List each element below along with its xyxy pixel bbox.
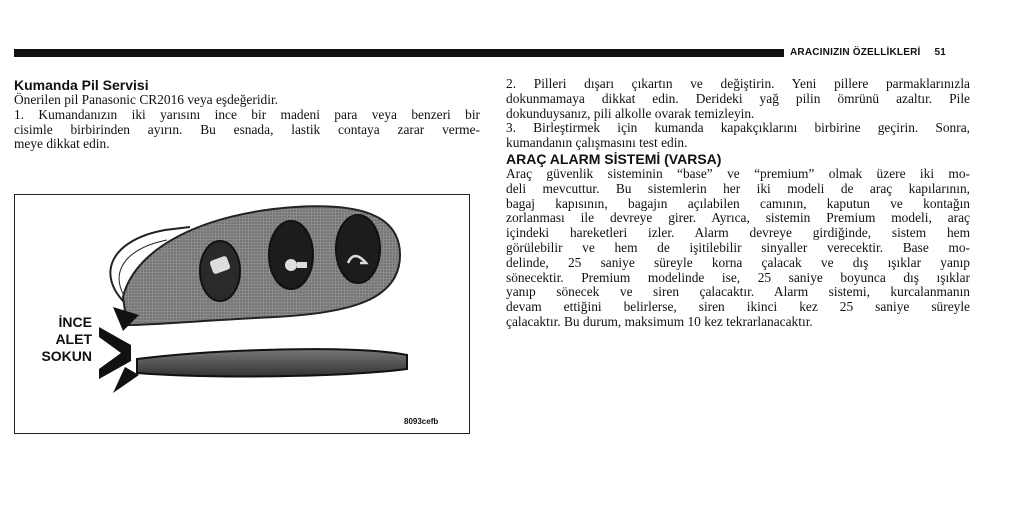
right-column xyxy=(506,77,970,330)
text-line: meye dikkat edin. xyxy=(14,136,110,152)
section-title: ARACINIZIN ÖZELLİKLERİ xyxy=(790,47,921,58)
insert-arrow-icon xyxy=(113,367,139,393)
text-line: 2. Pilleri dışarı çıkartın ve değiştirin. Yeni pillere parmaklarınızla xyxy=(506,76,970,91)
text-line: çalacaktır. Bu durum, maksimum 10 kez tekrarlanacaktır. xyxy=(506,313,813,329)
text-line: devam ettiğini belirlerse, siren ikinci kez 25 saniye süreyle xyxy=(506,299,970,315)
figure-label xyxy=(22,314,92,365)
text-line: 1. Kumandanızın iki yarısını ince bir madeni para veya benzeri bir xyxy=(14,106,480,122)
remote-bottom-half xyxy=(137,349,407,376)
lock-button-icon xyxy=(269,221,313,289)
trunk-button-icon xyxy=(336,215,380,283)
battery-paragraph xyxy=(14,93,480,152)
text-line: deli mevcuttur. Bu sistemlerin her iki modeli de araç kapılarının, xyxy=(506,180,970,196)
text-line: Araç güvenlik sisteminin “base” ve “premium” olmak üzere iki mo- xyxy=(506,165,970,181)
figure-label-line: ALET xyxy=(55,331,92,347)
text-line: kumandanın çalışmasını test edin. xyxy=(506,135,688,151)
text-line: delinde, 25 saniye süreyle korna çalacak ve dış ışıklar yanıp xyxy=(506,254,970,270)
text-line: dokunmamaya dikkat edin. Derideki yağ pilin ömrünü azaltır. Pile xyxy=(506,90,970,106)
text-line: cisimle birbirinden ayırın. Bu esnada, lastik contaya zarar verme- xyxy=(14,121,480,137)
text-line: görülebilir ve hem de işitilebilir sinyaller verecektir. Base mo- xyxy=(506,239,970,255)
figure-code: 8093cefb xyxy=(404,417,439,426)
text-line: Önerilen pil Panasonic CR2016 veya eşdeğeridir. xyxy=(14,92,279,107)
text-line: zorlanması ile devreye girer. Ayrıca, sistemin Premium modeli, araç xyxy=(506,210,970,226)
figure-label-line: İNCE xyxy=(58,314,92,330)
text-line: yanıp sönecek ve siren çalacaktır. Alarm sistemi, kurcalanmanın xyxy=(506,284,970,300)
text-line: dokunduysanız, pili alkolle ovarak temizleyin. xyxy=(506,105,755,121)
alarm-paragraph xyxy=(506,167,970,330)
text-line: sönecektir. Premium modelinde ise, 25 saniye boyunca dış ışıklar xyxy=(506,269,970,285)
page-number: 51 xyxy=(934,47,947,58)
left-column xyxy=(14,77,480,152)
battery-steps-paragraph xyxy=(506,77,970,151)
text-line: içindeki hareketleri izler. Alarm devreye girdiğinde, sistem hem xyxy=(506,225,970,241)
header-bar xyxy=(14,49,784,57)
text-line: bagaj kapısının, bagajın açılabilen camının, kaputun ve kontağın xyxy=(506,195,970,211)
figure-label-line: SOKUN xyxy=(41,348,92,364)
section-heading-alarm: ARAÇ ALARM SİSTEMİ (VARSA) xyxy=(506,150,722,167)
section-heading-battery: Kumanda Pil Servisi xyxy=(14,77,149,93)
text-line: 3. Birleştirmek için kumanda kapakçıklarını birbirine geçirin. Sonra, xyxy=(506,120,970,136)
running-header xyxy=(790,47,946,58)
